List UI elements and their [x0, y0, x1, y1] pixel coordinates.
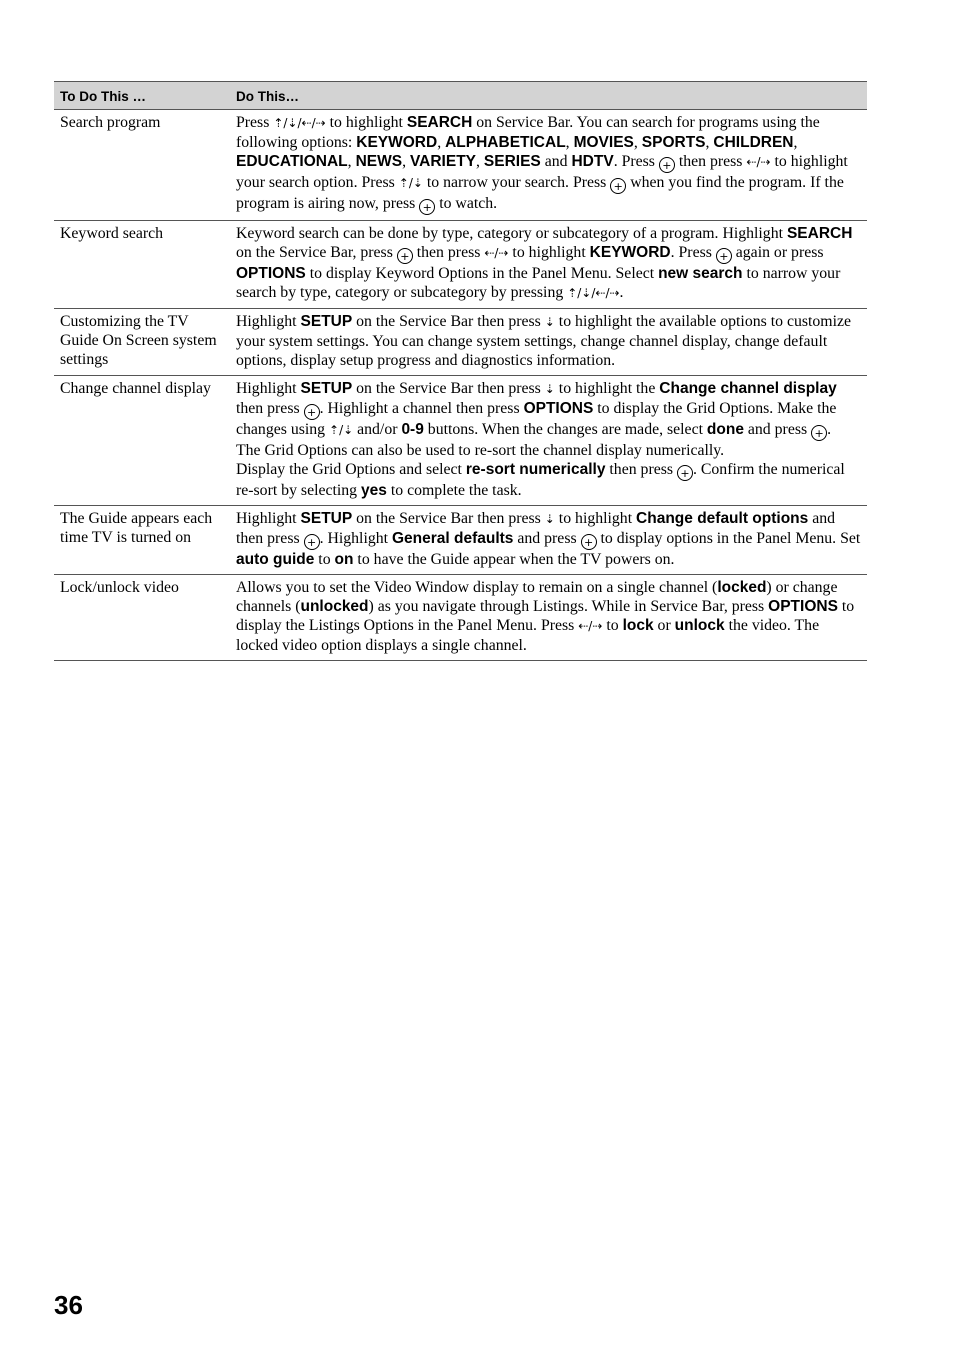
bold-term: General defaults — [391, 530, 514, 547]
bold-term: OPTIONS — [236, 265, 306, 282]
table-row — [54, 309, 867, 376]
bold-term: yes — [361, 482, 387, 499]
bold-term: new search — [658, 265, 743, 282]
bold-term: SPORTS — [641, 134, 706, 151]
bold-term: Change default options — [636, 510, 809, 527]
enter-button-icon: + — [716, 248, 732, 264]
header-do-this: Do This… — [230, 82, 867, 110]
bold-term: NEWS — [355, 153, 403, 170]
enter-button-icon: + — [419, 199, 435, 215]
enter-button-icon: + — [677, 465, 693, 481]
bold-term: done — [706, 421, 744, 438]
task-cell: Keyword search — [54, 221, 230, 309]
instruction-cell: Press ⇡/⇣/⇠/⇢ to highlight SEARCH on Service Bar. You can search for programs using the following options: KEYWORD, ALPHABETICAL, MOVIES, SPORTS, CHILDREN, EDUCATIONAL, NEWS, VARIETY, SERIES and HDTV. Press + then press ⇠/⇢ to highlight your search option. Press ⇡/⇣ to narrow your search. Press + when you find the program. If the program is airing now, press + to watch. — [230, 110, 867, 221]
bold-term: HDTV — [571, 153, 614, 170]
table-header-row — [54, 82, 867, 110]
enter-button-icon: + — [811, 425, 827, 441]
bold-term: unlock — [674, 617, 725, 634]
task-cell: Lock/unlock video — [54, 575, 230, 661]
bold-term: CHILDREN — [713, 134, 794, 151]
table-row — [54, 110, 867, 221]
enter-button-icon: + — [581, 534, 597, 550]
bold-term: KEYWORD — [589, 244, 671, 261]
task-cell: Change channel display — [54, 376, 230, 506]
bold-term: 0-9 — [401, 421, 424, 438]
arrow-buttons-icon: ⇠/⇢ — [746, 155, 771, 169]
arrow-buttons-icon: ⇣ — [544, 512, 555, 526]
bold-term: KEYWORD — [356, 134, 438, 151]
arrow-buttons-icon: ⇠/⇢ — [578, 619, 603, 633]
bold-term: OPTIONS — [768, 598, 838, 615]
bold-term: auto guide — [236, 551, 315, 568]
instructions-table — [54, 81, 867, 661]
bold-term: Change channel display — [659, 380, 837, 397]
enter-button-icon: + — [610, 178, 626, 194]
enter-button-icon: + — [659, 157, 675, 173]
arrow-buttons-icon: ⇡/⇣/⇠/⇢ — [567, 286, 620, 300]
arrow-buttons-icon: ⇡/⇣ — [329, 423, 354, 437]
task-cell: Customizing the TV Guide On Screen system settings — [54, 309, 230, 376]
arrow-buttons-icon: ⇠/⇢ — [484, 246, 509, 260]
bold-term: SEARCH — [406, 114, 473, 131]
table-row — [54, 221, 867, 309]
bold-term: MOVIES — [573, 134, 634, 151]
arrow-buttons-icon: ⇣ — [544, 382, 555, 396]
instruction-cell: Highlight SETUP on the Service Bar then press ⇣ to highlight the Change channel display then press + . Highlight a channel then press OPTIONS to display the Grid Options. Make the changes using ⇡/⇣ and/or 0-9 buttons. When the changes are made, select done and press + . The Grid Options can also be used to re-sort the channel display numerically. Display the Grid Options and select re-sort numerically then press + . Confirm the numerical re-sort by selecting yes to complete the task. — [230, 376, 867, 506]
arrow-buttons-icon: ⇣ — [544, 315, 555, 329]
bold-term: SETUP — [300, 510, 353, 527]
arrow-buttons-icon: ⇡/⇣ — [398, 176, 423, 190]
bold-term: EDUCATIONAL — [236, 153, 348, 170]
task-cell: Search program — [54, 110, 230, 221]
bold-term: SERIES — [483, 153, 541, 170]
bold-term: SEARCH — [786, 225, 853, 242]
table-row — [54, 506, 867, 575]
bold-term: OPTIONS — [523, 400, 594, 417]
page-number: 36 — [54, 1290, 83, 1320]
enter-button-icon: + — [304, 404, 320, 420]
instruction-cell: Highlight SETUP on the Service Bar then press ⇣ to highlight the available options to customize your system settings. You can change system settings, change channel display, change default options, display setup progress and diagnostics information. — [230, 309, 867, 376]
bold-term: SETUP — [300, 380, 353, 397]
instruction-cell: Keyword search can be done by type, category or subcategory of a program. Highlight SEARCH on the Service Bar, press + then press ⇠/⇢ to highlight KEYWORD. Press + again or press OPTIONS to display Keyword Options in the Panel Menu. Select new search to narrow your search by type, category or subcategory by pressing ⇡/⇣/⇠/⇢. — [230, 221, 867, 309]
bold-term: unlocked — [300, 598, 369, 615]
bold-term: lock — [622, 617, 654, 634]
bold-term: locked — [717, 579, 767, 596]
task-cell: The Guide appears each time TV is turned on — [54, 506, 230, 575]
enter-button-icon: + — [397, 248, 413, 264]
header-to-do-this: To Do This … — [54, 82, 230, 110]
instruction-cell: Highlight SETUP on the Service Bar then press ⇣ to highlight Change default options and then press + . Highlight General defaults and press + to display options in the Panel Menu. Set auto guide to on to have the Guide appear when the TV powers on. — [230, 506, 867, 575]
bold-term: SETUP — [300, 313, 353, 330]
enter-button-icon: + — [304, 534, 320, 550]
bold-term: re-sort numerically — [465, 461, 606, 478]
table-row — [54, 376, 867, 506]
bold-term: VARIETY — [409, 153, 476, 170]
arrow-buttons-icon: ⇡/⇣/⇠/⇢ — [273, 116, 326, 130]
table-row — [54, 575, 867, 661]
bold-term: on — [334, 551, 354, 568]
bold-term: ALPHABETICAL — [445, 134, 566, 151]
instruction-cell: Allows you to set the Video Window display to remain on a single channel (locked) or change channels (unlocked) as you navigate through Listings. While in Service Bar, press OPTIONS to display the Listings Options in the Panel Menu. Press ⇠/⇢ to lock or unlock the video. The locked video option displays a single channel. — [230, 575, 867, 661]
